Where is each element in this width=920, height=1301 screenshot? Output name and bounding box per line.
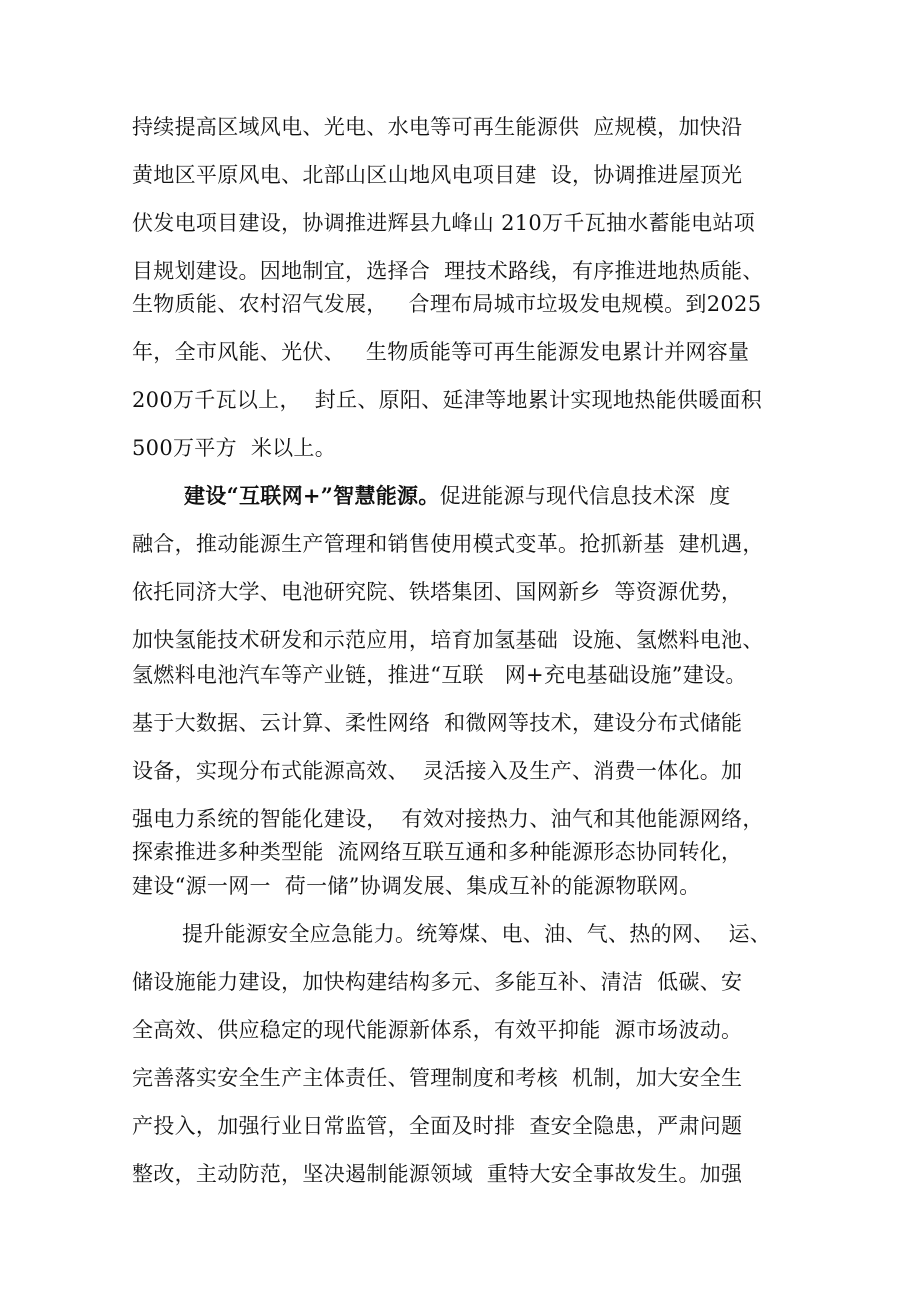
text-line: 500万平方 米以上。 [132, 436, 337, 460]
text-line: 黄地区平原风电、北部山区山地风电项目建 设，协调推进屋顶光 [132, 163, 743, 187]
text-line: 生物质能、农村沼气发展， 合理布局城市垃圾发电规模。到2025 [132, 292, 762, 316]
text-line: 加快氢能技术研发和示范应用，培育加氢基础 设施、氢燃料电池、 [132, 628, 764, 652]
text-line: 伏发电项目建设，协调推进辉县九峰山 210万千瓦抽水蓄能电站项 [132, 211, 756, 235]
text-line: 设备，实现分布式能源高效、 灵活接入及生产、消费一体化。加 [132, 759, 743, 783]
text-line: 储设施能力建设，加快构建结构多元、多能互补、清洁 低碳、安 [132, 970, 743, 994]
text-line: 目规划建设。因地制宜，选择合 理技术路线，有序推进地热质能、 [132, 259, 764, 283]
text-line: 持续提高区域风电、光电、水电等可再生能源供 应规模，加快沿 [132, 115, 743, 139]
text-line-continuation: 促进能源与现代信息技术深 度 [439, 484, 731, 508]
text-line: 依托同济大学、电池研究院、铁塔集团、国网新乡 等资源优势， [132, 580, 743, 604]
text-line: 整改，主动防范，坚决遏制能源领域 重特大安全事故发生。加强 [132, 1162, 743, 1186]
text-line: 基于大数据、云计算、柔性网络 和微网等技术，建设分布式储能 [132, 711, 743, 735]
text-line: 融合，推动能源生产管理和销售使用模式变革。抢抓新基 建机遇， [132, 532, 764, 556]
text-line: 全高效、供应稳定的现代能源新体系，有效平抑能 源市场波动。 [132, 1018, 743, 1042]
text-line: 氢燃料电池汽车等产业链，推进“互联 网+充电基础设施”建设。 [132, 663, 747, 687]
text-line: 强电力系统的智能化建设， 有效对接热力、油气和其他能源网络， [132, 807, 764, 831]
text-line: 探索推进多种类型能 流网络互联互通和多种能源形态协同转化， [132, 840, 743, 864]
text-line: 产投入，加强行业日常监管，全面及时排 查安全隐患，严肃问题 [132, 1114, 743, 1138]
text-line: 年，全市风能、光伏、 生物质能等可再生能源发电累计并网容量 [132, 340, 750, 364]
text-line: 完善落实安全生产主体责任、管理制度和考核 机制，加大安全生 [132, 1066, 743, 1090]
text-line [184, 484, 731, 508]
text-line: 提升能源安全应急能力。统筹煤、电、油、气、热的网、 运、 [182, 922, 772, 946]
paragraph-heading: 建设“互联网+”智慧能源。 [184, 483, 440, 508]
text-line: 建设“源一网一 荷一储”协调发展、集成互补的能源物联网。 [132, 874, 701, 898]
text-line: 200万千瓦以上， 封丘、原阳、延津等地累计实现地热能供暖面积 [132, 388, 763, 412]
